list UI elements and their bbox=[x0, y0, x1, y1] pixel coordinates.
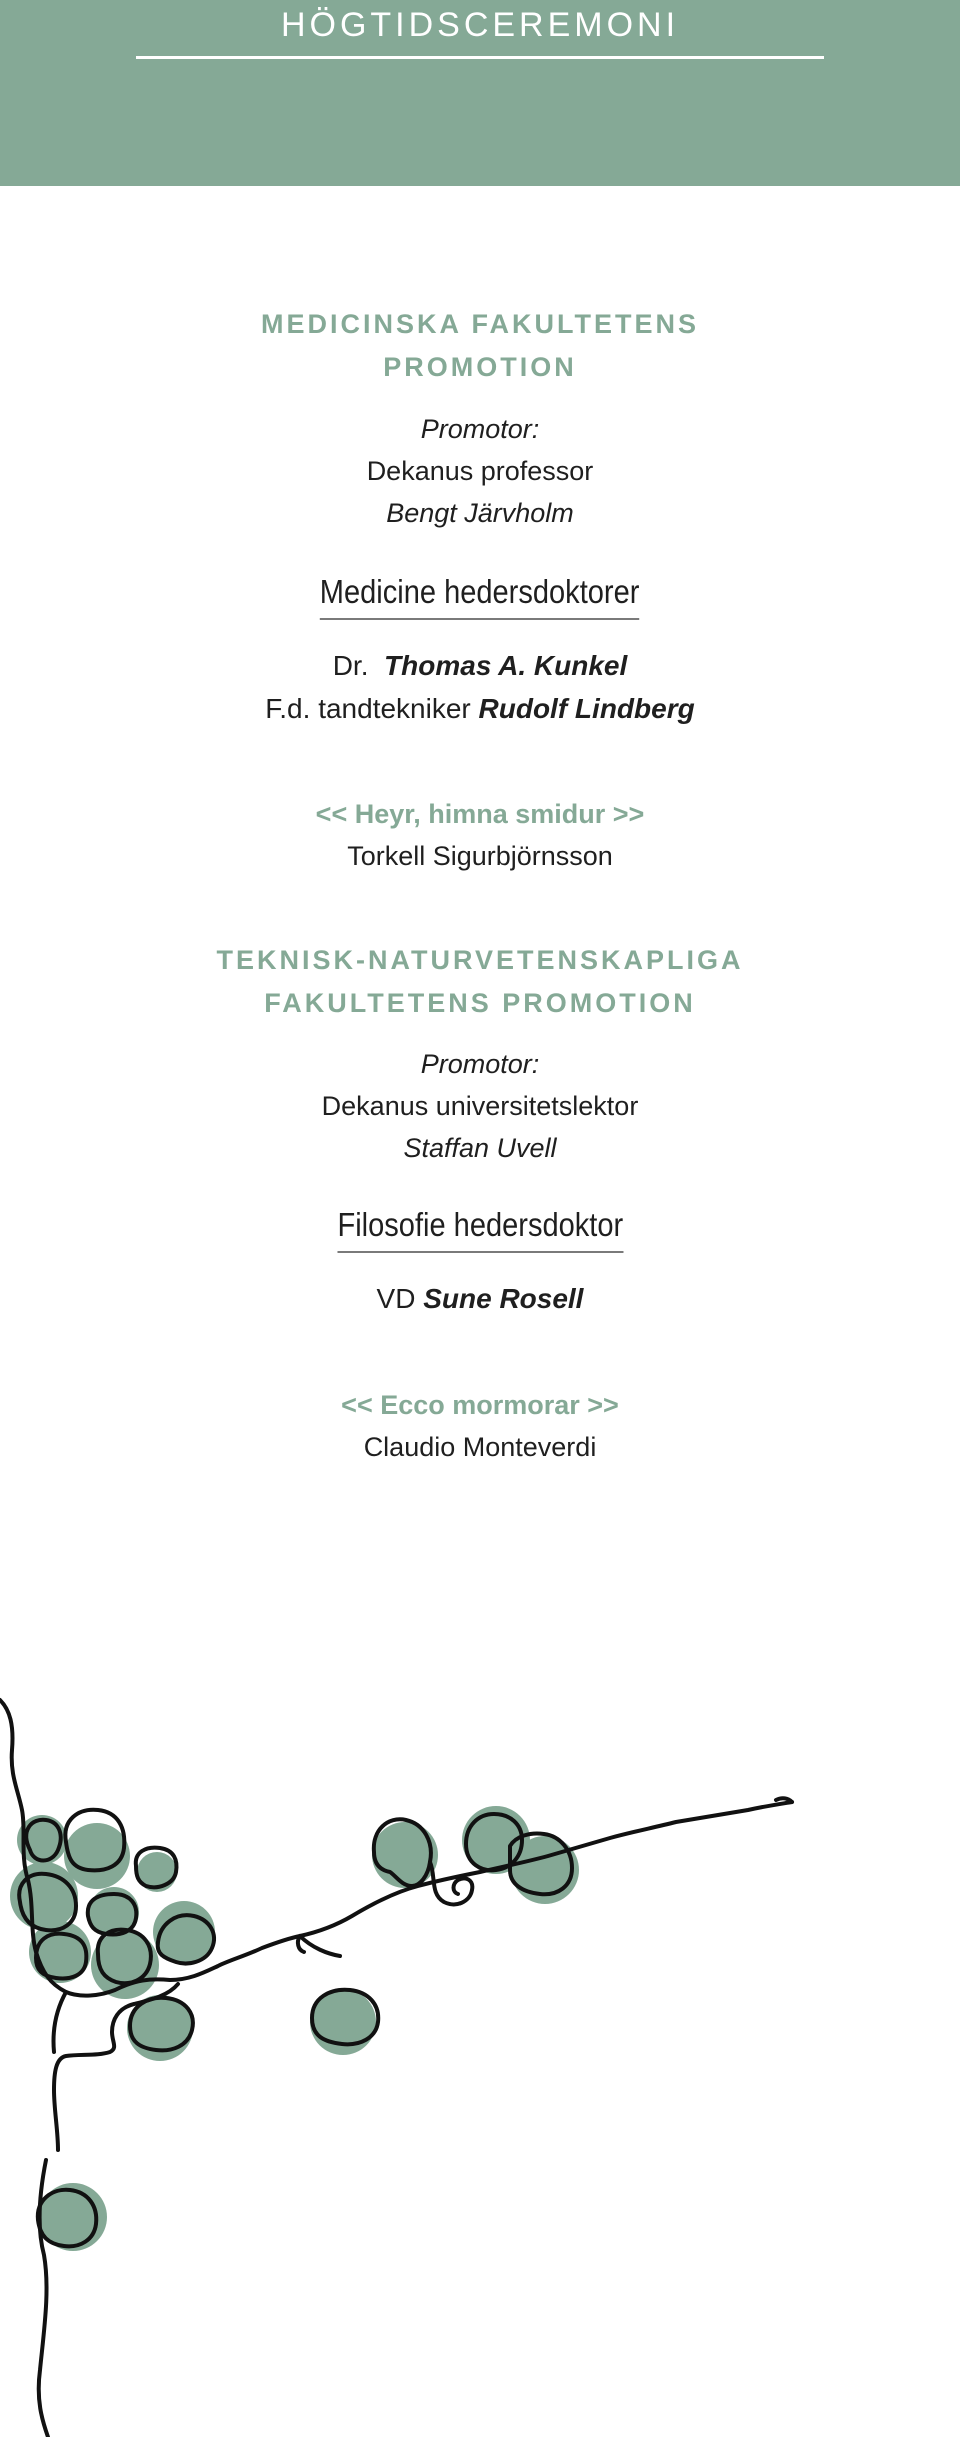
medical-honorary-heading-block bbox=[0, 570, 960, 620]
page-title: HÖGTIDSCEREMONI bbox=[280, 6, 680, 44]
header-band bbox=[0, 0, 960, 186]
medical-title-line1: MEDICINSKA FAKULTETENS bbox=[260, 309, 699, 339]
promotor-name: Bengt Järvholm bbox=[386, 498, 574, 528]
promotor-title: Dekanus universitetslektor bbox=[321, 1091, 639, 1121]
music-composer: Claudio Monteverdi bbox=[363, 1432, 597, 1462]
honoree-name: Rudolf Lindberg bbox=[478, 693, 695, 724]
promotor-title: Dekanus professor bbox=[366, 456, 594, 486]
promotor-label: Promotor: bbox=[420, 414, 540, 444]
honoree-prefix: Dr. bbox=[332, 650, 369, 681]
promotor-name: Staffan Uvell bbox=[403, 1133, 557, 1163]
medical-title-line2: PROMOTION bbox=[383, 352, 577, 382]
technical-title-line2: FAKULTETENS PROMOTION bbox=[264, 988, 696, 1018]
promotor-label: Promotor: bbox=[420, 1049, 540, 1079]
header-divider bbox=[136, 56, 824, 59]
medical-honorary-heading: Medicine hedersdoktorer bbox=[320, 570, 640, 620]
music-title: << Heyr, himna smidur >> bbox=[315, 799, 645, 829]
technical-honorary-heading-block bbox=[0, 1203, 960, 1253]
music-title: << Ecco mormorar >> bbox=[341, 1390, 619, 1420]
medical-honorees bbox=[0, 644, 960, 730]
medical-music bbox=[0, 793, 960, 877]
technical-title-line1: TEKNISK-NATURVETENSKAPLIGA bbox=[216, 945, 744, 975]
honoree-prefix: VD bbox=[376, 1283, 416, 1314]
honoree-row bbox=[0, 1277, 960, 1320]
branch-lines bbox=[0, 1700, 792, 2437]
technical-honorary-heading: Filosofie hedersdoktor bbox=[337, 1203, 623, 1253]
branch-illustration bbox=[0, 1680, 960, 2437]
technical-honorees bbox=[0, 1277, 960, 1320]
technical-section-title bbox=[0, 939, 960, 1025]
honoree-row bbox=[0, 644, 960, 687]
honoree-prefix: F.d. tandtekniker bbox=[265, 693, 471, 724]
technical-promotor bbox=[0, 1043, 960, 1169]
music-composer: Torkell Sigurbjörnsson bbox=[347, 841, 613, 871]
medical-section-title bbox=[0, 303, 960, 389]
technical-music bbox=[0, 1384, 960, 1468]
leaf-dots bbox=[10, 1806, 579, 2251]
honoree-row bbox=[0, 687, 960, 730]
honoree-name: Thomas A. Kunkel bbox=[384, 650, 628, 681]
medical-promotor bbox=[0, 408, 960, 534]
honoree-name: Sune Rosell bbox=[423, 1283, 584, 1314]
